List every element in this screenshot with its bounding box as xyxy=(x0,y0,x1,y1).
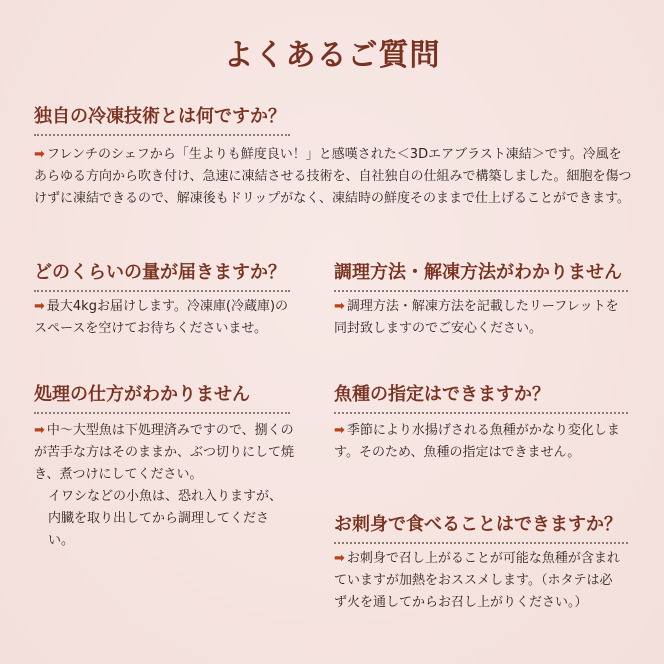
arrow-right-icon: ➡ xyxy=(334,551,345,566)
answer-text: フレンチのシェフから「生よりも鮮度良い！」と感嘆された＜3Dエアブラスト凍結＞です。冷風をあらゆる方向から吹き付け、急速に凍結させる技術を、自社独自の仕組みで構築しました。細胞を傷つけずに凍結できるので、解凍後もドリップがなく、凍結時の鮮度そのままで仕上げることができます。 xyxy=(34,147,632,206)
arrow-right-icon: ➡ xyxy=(34,299,45,314)
faq-answer-quantity xyxy=(34,296,294,340)
question-divider xyxy=(34,412,290,414)
faq-question-processing: 処理の仕方がわかりません xyxy=(34,384,250,405)
arrow-right-icon: ➡ xyxy=(334,423,345,438)
answer-text: 最大4kgお届けします。冷凍庫(冷蔵庫)のスペースを空けてお待ちくださいませ。 xyxy=(34,299,289,336)
faq-question-sashimi: お刺身で食べることはできますか？ xyxy=(334,514,622,535)
arrow-right-icon: ➡ xyxy=(34,147,45,162)
answer-text: お刺身で召し上がることが可能な魚種が含まれていますが加熱をおススメします。（ホタテは必ず火を通してからお召し上がりください。） xyxy=(334,551,620,610)
faq-question-frozen-tech: 独自の冷凍技術とは何ですか？ xyxy=(34,106,286,127)
answer-text: イワシなどの小魚は、恐れ入りますが、内臓を取り出してから調理してください。 xyxy=(48,489,283,548)
arrow-right-icon: ➡ xyxy=(34,423,45,438)
faq-question-quantity: どのくらいの量が届きますか？ xyxy=(34,262,286,283)
question-divider xyxy=(34,290,290,292)
answer-text: 季節により水揚げされる魚種がかなり変化します。そのため、魚種の指定はできません。 xyxy=(334,423,620,460)
question-divider xyxy=(334,542,628,544)
faq-question-fish-type: 魚種の指定はできますか？ xyxy=(334,384,550,405)
faq-answer-cooking xyxy=(334,296,624,340)
page-title: よくあるご質問 xyxy=(223,38,441,73)
question-divider xyxy=(334,290,628,292)
faq-answer-processing xyxy=(34,420,294,552)
question-divider xyxy=(334,412,628,414)
faq-answer-fish-type xyxy=(334,420,624,464)
arrow-right-icon: ➡ xyxy=(334,299,345,314)
question-divider xyxy=(34,134,290,136)
faq-answer-frozen-tech xyxy=(34,144,634,210)
faq-answer-sashimi xyxy=(334,548,624,614)
faq-question-cooking: 調理方法・解凍方法がわかりません xyxy=(334,262,622,283)
answer-text: 調理方法・解凍方法を記載したリーフレットを同封致しますのでご安心ください。 xyxy=(334,299,619,336)
answer-text: 中～大型魚は下処理済みですので、捌くのが苦手な方はそのままか、ぶつ切りにして焼き、煮つけにしてください。 xyxy=(34,423,295,482)
